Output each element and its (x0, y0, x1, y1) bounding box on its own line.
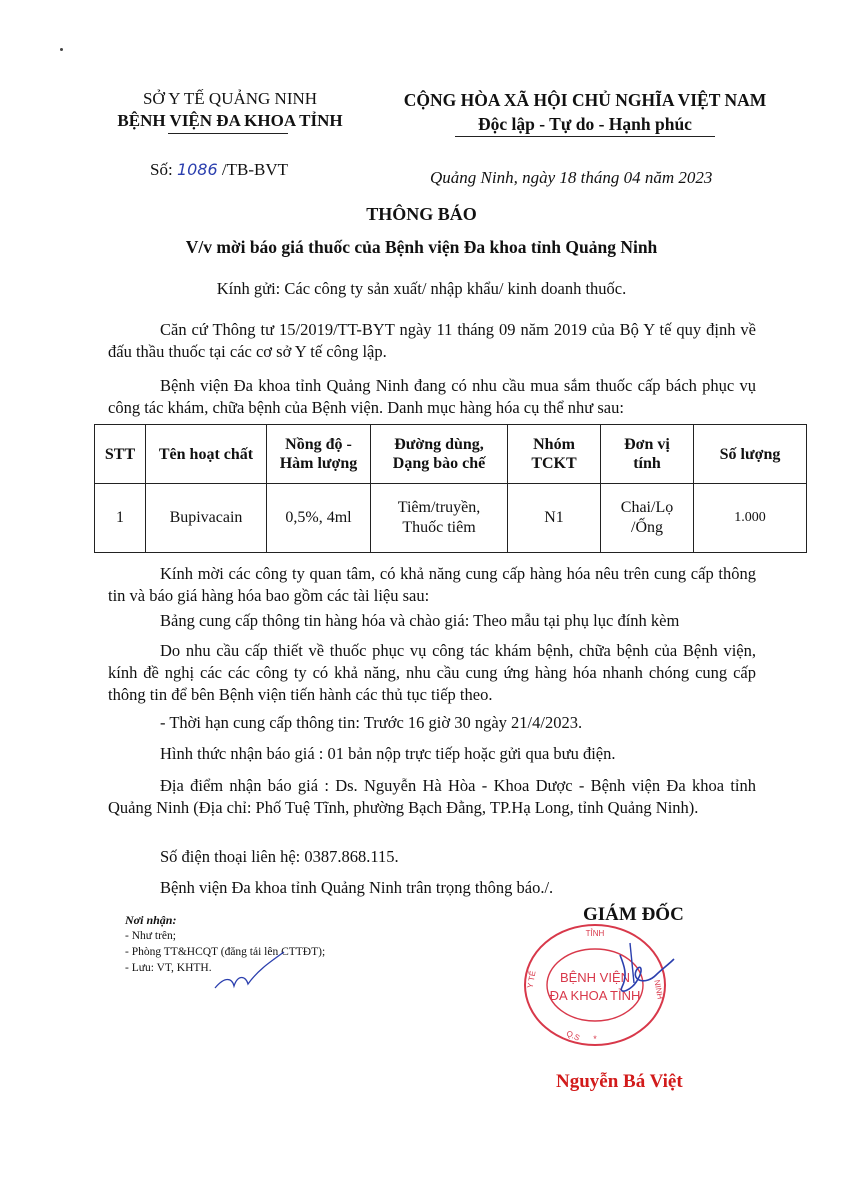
hospital-underline (168, 133, 288, 134)
republic-name: CỘNG HÒA XÃ HỘI CHỦ NGHĨA VIỆT NAM (403, 90, 767, 110)
recipient-item: - Như trên; (125, 930, 176, 942)
header-stt: STT (95, 425, 146, 484)
handwritten-signature (610, 935, 690, 1005)
motto-underline (455, 136, 715, 137)
cell-concentration: 0,5%, 4ml (267, 484, 371, 553)
cell-active-ingredient: Bupivacain (146, 484, 267, 553)
svg-text:Y TẾ: Y TẾ (525, 970, 538, 989)
svg-text:BỆNH VIỆN: BỆNH VIỆN (559, 970, 631, 985)
submission-method-paragraph: Hình thức nhận báo giá : 01 bản nộp trực tiếp hoặc gửi qua bưu điện. (160, 744, 616, 763)
invitation-paragraph: Kính mời các công ty quan tâm, có khả năng cung cấp hàng hóa nêu trên cung cấp thông tin và báo giá hàng hóa bao gồm các tài liệu sau: (108, 564, 756, 605)
documents-paragraph: Bảng cung cấp thông tin hàng hóa và chào giá: Theo mẫu tại phụ lục đính kèm (160, 611, 680, 630)
request-paragraph: Bệnh viện Đa khoa tỉnh Quảng Ninh đang có nhu cầu mua sắm thuốc cấp bách phục vụ công tác khám, chữa bệnh của Bệnh viện. Danh mục hàng hóa cụ thể như sau: (108, 376, 756, 417)
svg-text:ĐA KHOA TỈNH: ĐA KHOA TỈNH (549, 988, 641, 1003)
cell-stt: 1 (95, 484, 146, 553)
svg-text:Q.S: Q.S (564, 1028, 582, 1043)
recipient-item: - Lưu: VT, KHTH. (125, 962, 212, 974)
cell-unit: Chai/Lọ /Ống (601, 484, 694, 553)
signer-name: Nguyễn Bá Việt (556, 1071, 683, 1092)
svg-text:NINH: NINH (652, 979, 665, 1000)
hospital-name: BỆNH VIỆN ĐA KHOA TỈNH (117, 111, 343, 130)
deadline-paragraph: - Thời hạn cung cấp thông tin: Trước 16 giờ 30 ngày 21/4/2023. (160, 713, 583, 732)
initials-scribble (210, 948, 290, 996)
header-unit: Đơn vị tính (601, 425, 694, 484)
submission-address-paragraph: Địa điểm nhận báo giá : Ds. Nguyễn Hà Hòa - Khoa Dược - Bệnh viện Đa khoa tỉnh Quảng Ninh (Địa chỉ: Phố Tuệ Tĩnh, phường Bạch Đằng, TP.Hạ Long, tỉnh Quảng Ninh). (108, 776, 756, 817)
header-quantity: Số lượng (694, 425, 807, 484)
document-title: THÔNG BÁO (366, 204, 477, 224)
recipients-label: Nơi nhận: (125, 913, 177, 927)
phone-paragraph: Số điện thoại liên hệ: 0387.868.115. (160, 847, 399, 866)
national-header (375, 88, 795, 136)
svg-text:TỈNH: TỈNH (585, 929, 605, 938)
table-row (95, 484, 807, 553)
header-group: Nhóm TCKT (508, 425, 601, 484)
cell-group: N1 (508, 484, 601, 553)
recipient-item: - Phòng TT&HCQT (đăng tải lên CTTĐT); (125, 946, 326, 958)
signer-position: GIÁM ĐỐC (583, 904, 684, 925)
addressee: Kính gửi: Các công ty sản xuất/ nhập khẩu/ kinh doanh thuốc. (216, 279, 627, 298)
cell-route: Tiêm/truyền, Thuốc tiêm (371, 484, 508, 553)
header-route: Đường dùng, Dạng bào chế (371, 425, 508, 484)
document-subject: V/v mời báo giá thuốc của Bệnh viện Đa khoa tỉnh Quảng Ninh (185, 237, 658, 257)
handwritten-number: 1086 (176, 160, 218, 179)
goods-table (94, 424, 807, 553)
table-header-row (95, 425, 807, 484)
header-active-ingredient: Tên hoạt chất (146, 425, 267, 484)
cell-quantity: 1.000 (694, 484, 807, 553)
closing-paragraph: Bệnh viện Đa khoa tỉnh Quảng Ninh trân trọng thông báo./. (160, 878, 554, 897)
svg-text:*: * (593, 1034, 597, 1044)
document-number: Số: 1086 /TB-BVT (150, 160, 289, 179)
scan-dot (60, 48, 63, 51)
place-date: Quảng Ninh, ngày 18 tháng 04 năm 2023 (430, 168, 713, 187)
legal-basis-paragraph: Căn cứ Thông tư 15/2019/TT-BYT ngày 11 tháng 09 năm 2019 của Bộ Y tế quy định về đấu thầu thuốc tại các cơ sở Y tế công lập. (108, 320, 756, 361)
national-motto: Độc lập - Tự do - Hạnh phúc (478, 114, 692, 134)
header-concentration: Nồng độ - Hàm lượng (267, 425, 371, 484)
urgency-paragraph: Do nhu cầu cấp thiết về thuốc phục vụ công tác khám bệnh, chữa bệnh của Bệnh viện, kính đề nghị các các công ty có khả năng, nhu cầu cung ứng hàng hóa nhanh chóng cung cấp thông tin để bên Bệnh viện tiến hành các thủ tục tiếp theo. (108, 641, 756, 704)
department-name: SỞ Y TẾ QUẢNG NINH (142, 89, 318, 108)
issuer-block (60, 88, 400, 132)
